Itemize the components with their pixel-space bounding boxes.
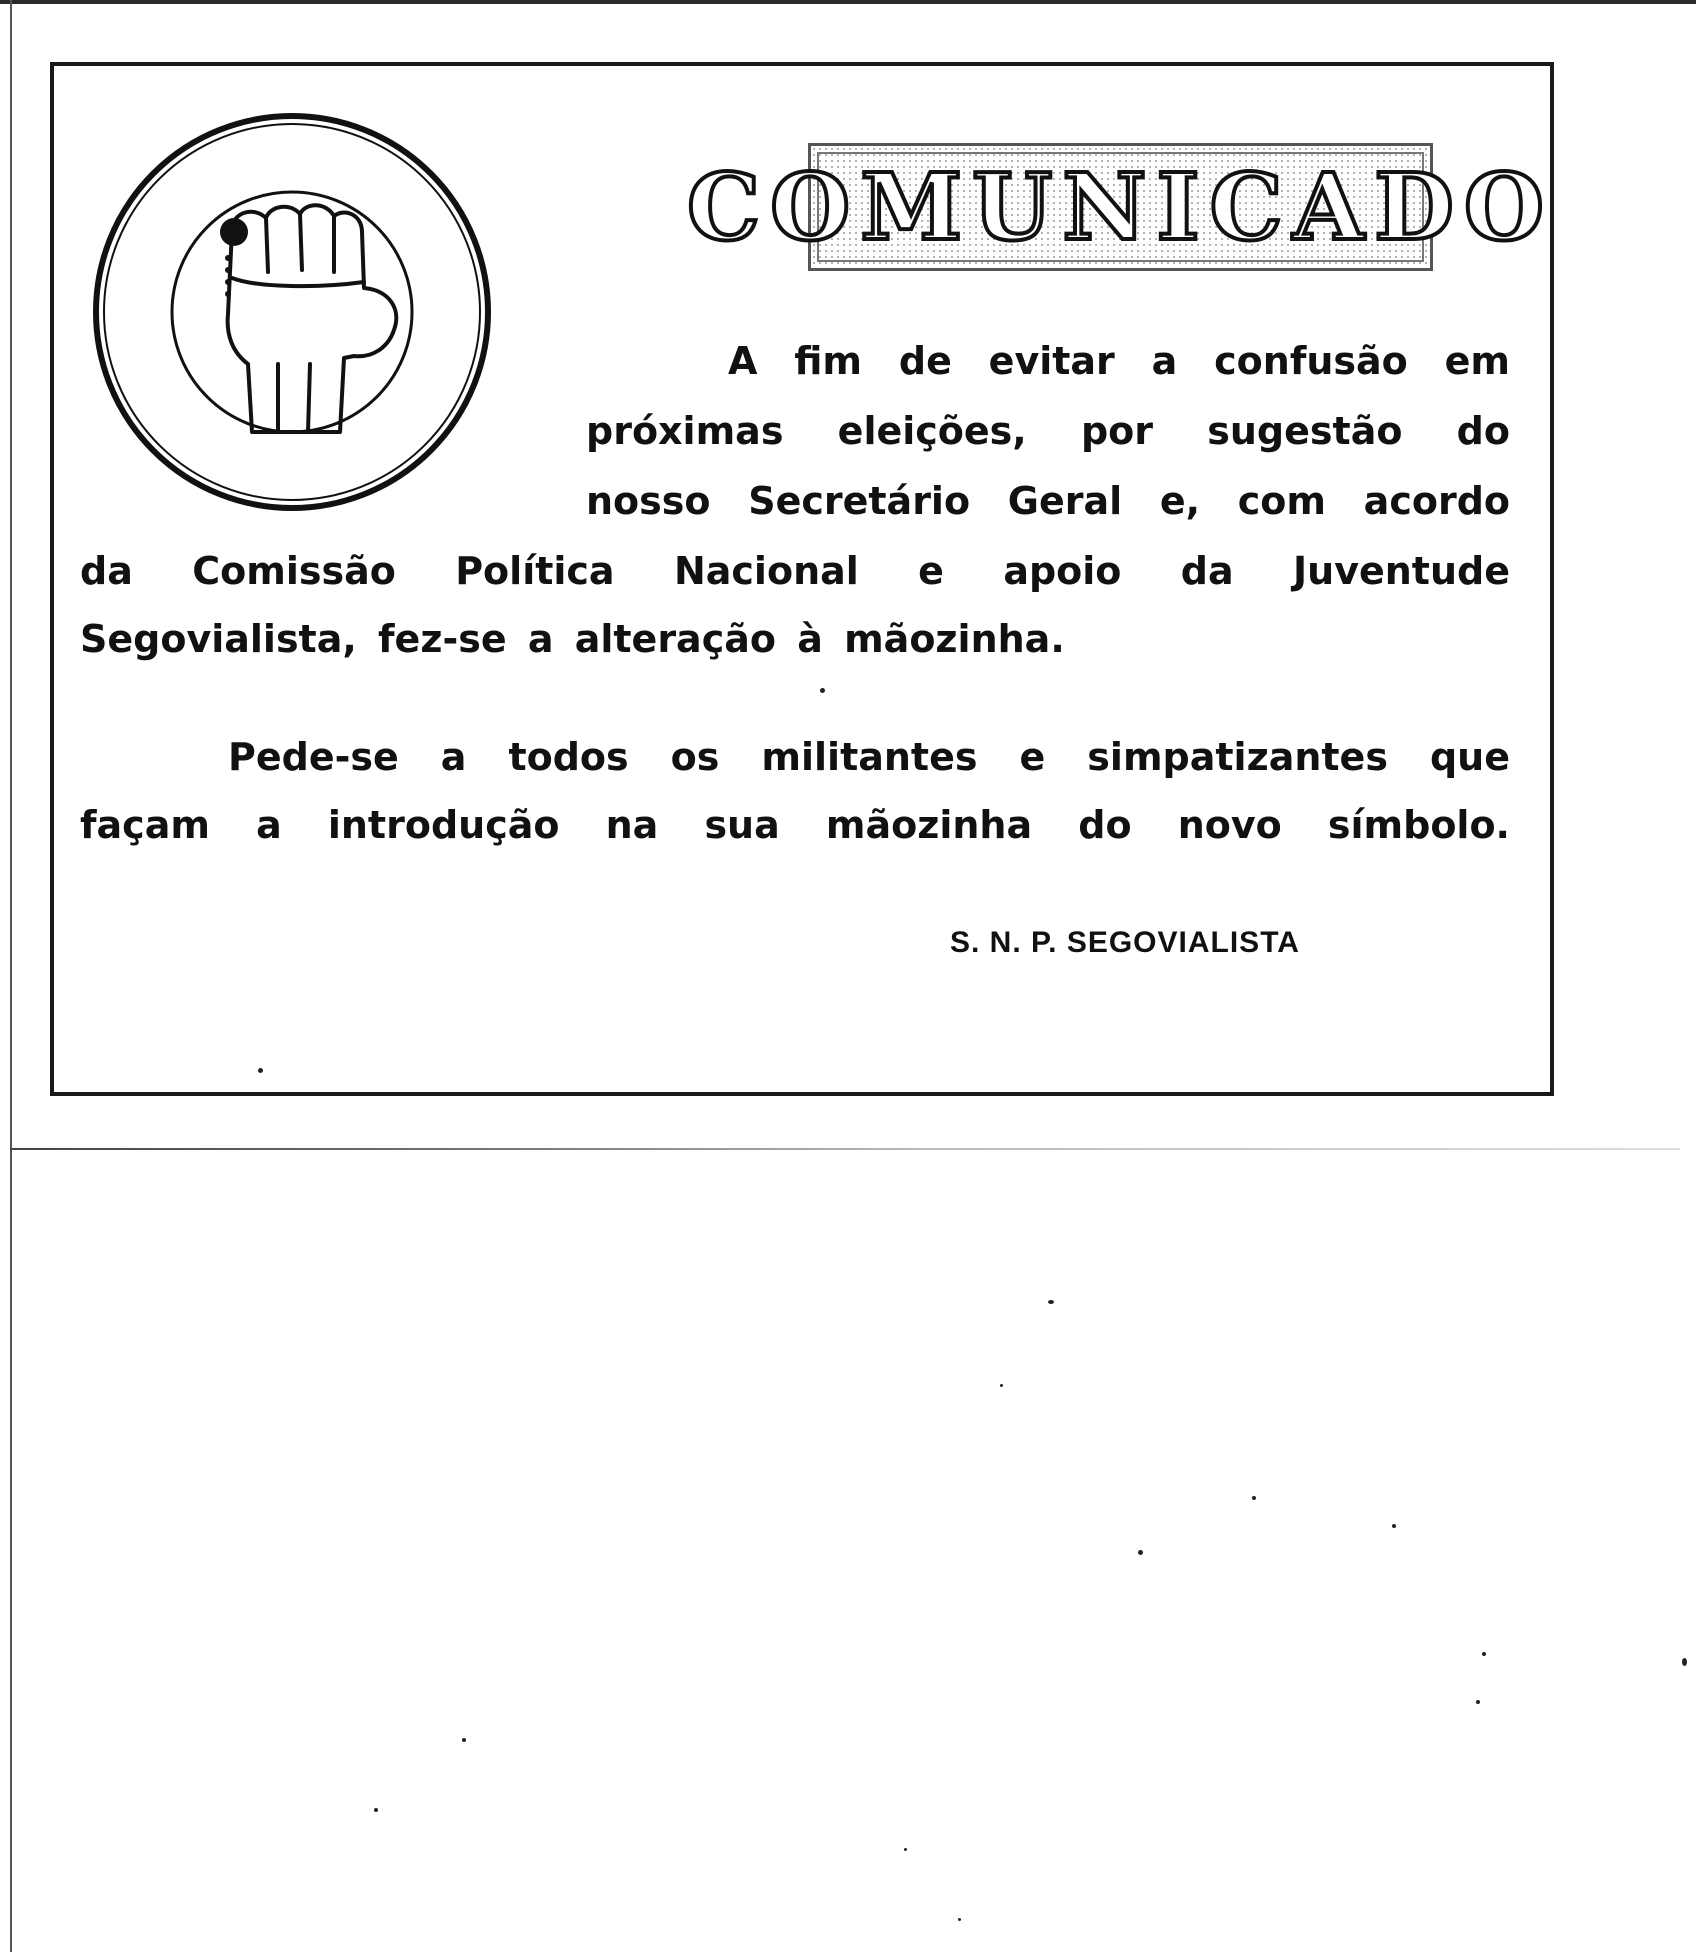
paragraph1-line4: da Comissão Política Nacional e apoio da Juventude xyxy=(80,549,1510,593)
notice-frame xyxy=(50,62,1554,1096)
paragraph1-line3: nosso Secretário Geral e, com acordo xyxy=(586,479,1510,523)
signature: S. N. P. SEGOVIALISTA xyxy=(950,926,1300,959)
page-left-edge xyxy=(10,0,12,1952)
paragraph1-line5: Segovialista, fez-se a alteração à mãozinha. xyxy=(80,617,1065,661)
paragraph1-line1: A fim de evitar a confusão em xyxy=(728,339,1510,383)
seal-ink-blot xyxy=(220,218,248,246)
party-seal-graphic xyxy=(82,102,502,522)
paragraph2-line1: Pede-se a todos os militantes e simpatizantes que xyxy=(228,735,1510,779)
title-inner-frame xyxy=(686,152,1555,262)
paragraph1-line2: próximas eleições, por sugestão do xyxy=(586,409,1510,453)
page-top-edge xyxy=(0,0,1696,4)
paragraph2-line2: façam a introdução na sua mãozinha do novo símbolo. xyxy=(80,803,1510,847)
party-seal xyxy=(82,102,502,522)
cut-line-divider xyxy=(10,1148,1680,1150)
raised-fist-icon xyxy=(228,205,397,432)
title-frame xyxy=(686,143,1555,271)
notice-title: COMUNICADO xyxy=(686,153,1555,261)
